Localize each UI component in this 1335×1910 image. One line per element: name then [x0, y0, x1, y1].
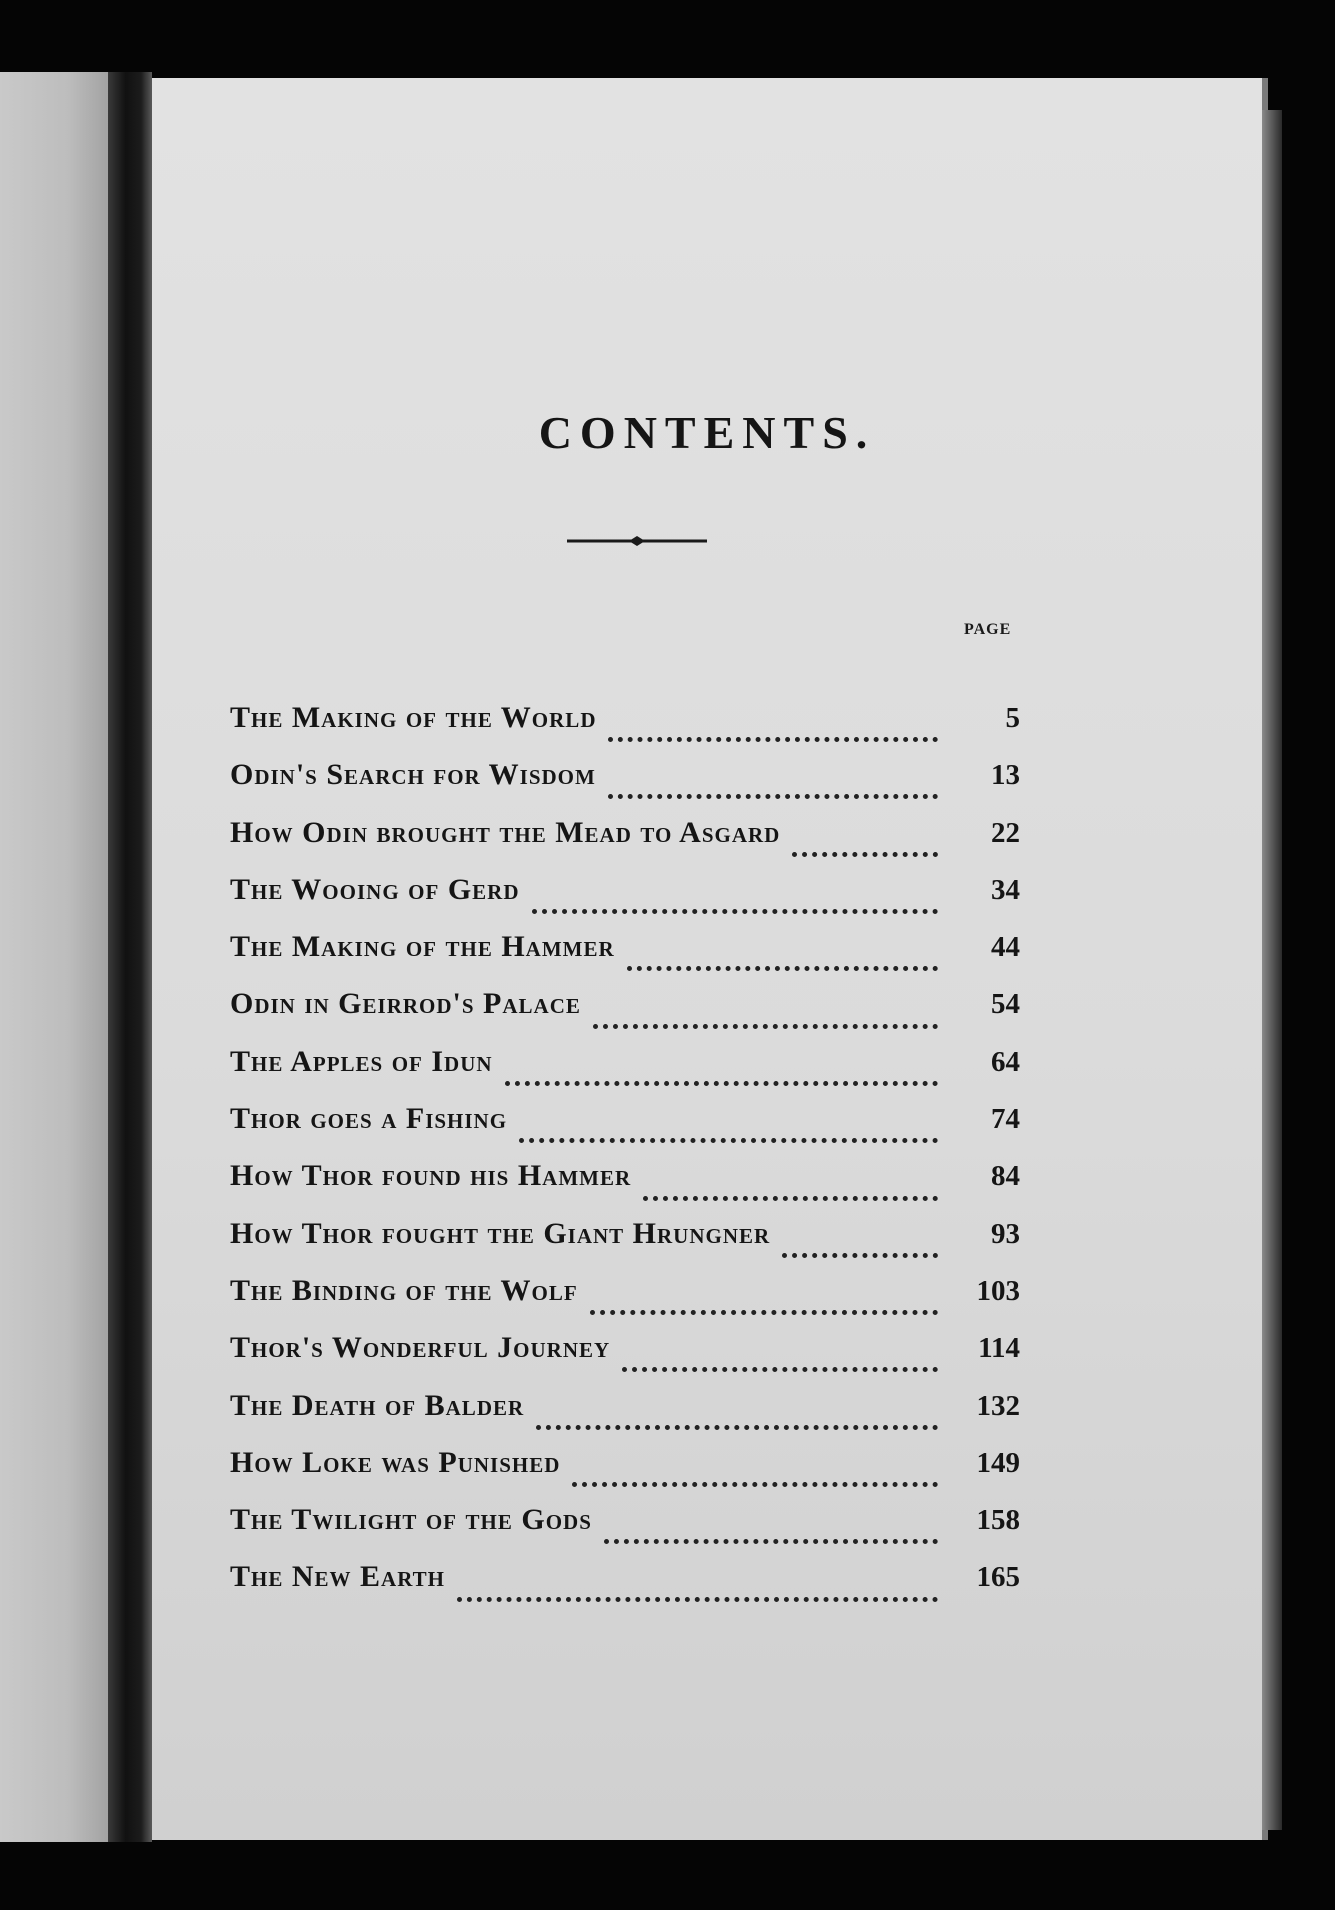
- contents-entry[interactable]: [230, 1503, 1020, 1560]
- dot-leader: [593, 1024, 938, 1029]
- dot-leader: [536, 1425, 938, 1430]
- entry-page-number: 64: [991, 1045, 1020, 1078]
- entry-page-number: 34: [991, 873, 1020, 906]
- contents-entry[interactable]: [230, 1446, 1020, 1503]
- entry-title: The Making of the Hammer: [230, 930, 615, 964]
- entry-page-number: 158: [976, 1504, 1020, 1537]
- dot-leader: [604, 1539, 938, 1544]
- ornament-rule-icon: [567, 534, 707, 548]
- entry-title: The Making of the World: [230, 701, 597, 734]
- contents-heading: CONTENTS.: [538, 407, 876, 458]
- contents-entry[interactable]: [230, 1560, 1020, 1617]
- entry-page-number: 93: [991, 1217, 1020, 1250]
- contents-entry[interactable]: [230, 1389, 1020, 1446]
- page-column-label: PAGE: [964, 621, 1012, 638]
- contents-entry[interactable]: [230, 987, 1020, 1044]
- entry-title: How Thor found his Hammer: [230, 1159, 632, 1193]
- contents-list: [230, 701, 1020, 1618]
- dot-leader: [782, 1253, 938, 1258]
- entry-title: Odin's Search for Wisdom: [230, 758, 596, 792]
- entry-page-number: 54: [991, 988, 1020, 1021]
- dot-leader: [643, 1196, 938, 1201]
- contents-entry[interactable]: [230, 758, 1020, 815]
- entry-title: The New Earth: [230, 1560, 445, 1594]
- contents-page: [152, 78, 1268, 1840]
- entry-page-number: 114: [978, 1332, 1020, 1365]
- entry-page-number: 5: [1005, 702, 1020, 734]
- entry-title: The Wooing of Gerd: [230, 872, 520, 906]
- entry-title: Thor goes a Fishing: [230, 1102, 508, 1136]
- entry-title: Odin in Geirrod's Palace: [230, 987, 581, 1021]
- entry-page-number: 84: [991, 1160, 1020, 1193]
- entry-title: The Twilight of the Gods: [230, 1503, 592, 1537]
- entry-title: How Thor fought the Giant Hrungner: [230, 1216, 771, 1250]
- contents-entry[interactable]: [230, 1217, 1020, 1274]
- contents-entry[interactable]: [230, 701, 1020, 758]
- entry-title: The Apples of Idun: [230, 1044, 493, 1078]
- dot-leader: [505, 1081, 938, 1086]
- entry-page-number: 13: [991, 759, 1020, 792]
- facing-page: [0, 72, 122, 1842]
- entry-page-number: 165: [976, 1561, 1020, 1594]
- entry-page-number: 44: [991, 931, 1020, 964]
- entry-page-number: 132: [976, 1389, 1020, 1422]
- page-edge: [1262, 110, 1282, 1830]
- dot-leader: [457, 1597, 938, 1602]
- contents-entry[interactable]: [230, 1159, 1020, 1216]
- book-gutter: [108, 72, 152, 1842]
- entry-page-number: 103: [976, 1274, 1020, 1307]
- contents-entry[interactable]: [230, 930, 1020, 987]
- dot-leader: [627, 966, 938, 971]
- entry-page-number: 149: [976, 1446, 1020, 1479]
- dot-leader: [590, 1310, 938, 1315]
- contents-entry[interactable]: [230, 873, 1020, 930]
- dot-leader: [622, 1367, 938, 1372]
- entry-page-number: 22: [991, 816, 1020, 849]
- dot-leader: [519, 1138, 938, 1143]
- dot-leader: [608, 794, 938, 799]
- dot-leader: [532, 909, 939, 914]
- entry-title: The Binding of the Wolf: [230, 1273, 578, 1307]
- contents-entry[interactable]: [230, 1274, 1020, 1331]
- contents-entry[interactable]: [230, 1331, 1020, 1388]
- entry-title: Thor's Wonderful Journey: [230, 1331, 611, 1365]
- contents-entry[interactable]: [230, 1102, 1020, 1159]
- dot-leader: [572, 1482, 938, 1487]
- dot-leader: [608, 737, 938, 742]
- dot-leader: [792, 852, 938, 857]
- entry-page-number: 74: [991, 1103, 1020, 1136]
- contents-entry[interactable]: [230, 1045, 1020, 1102]
- entry-title: How Loke was Punished: [230, 1445, 561, 1479]
- entry-title: The Death of Balder: [230, 1388, 525, 1422]
- contents-entry[interactable]: [230, 816, 1020, 873]
- entry-title: How Odin brought the Mead to Asgard: [230, 815, 781, 849]
